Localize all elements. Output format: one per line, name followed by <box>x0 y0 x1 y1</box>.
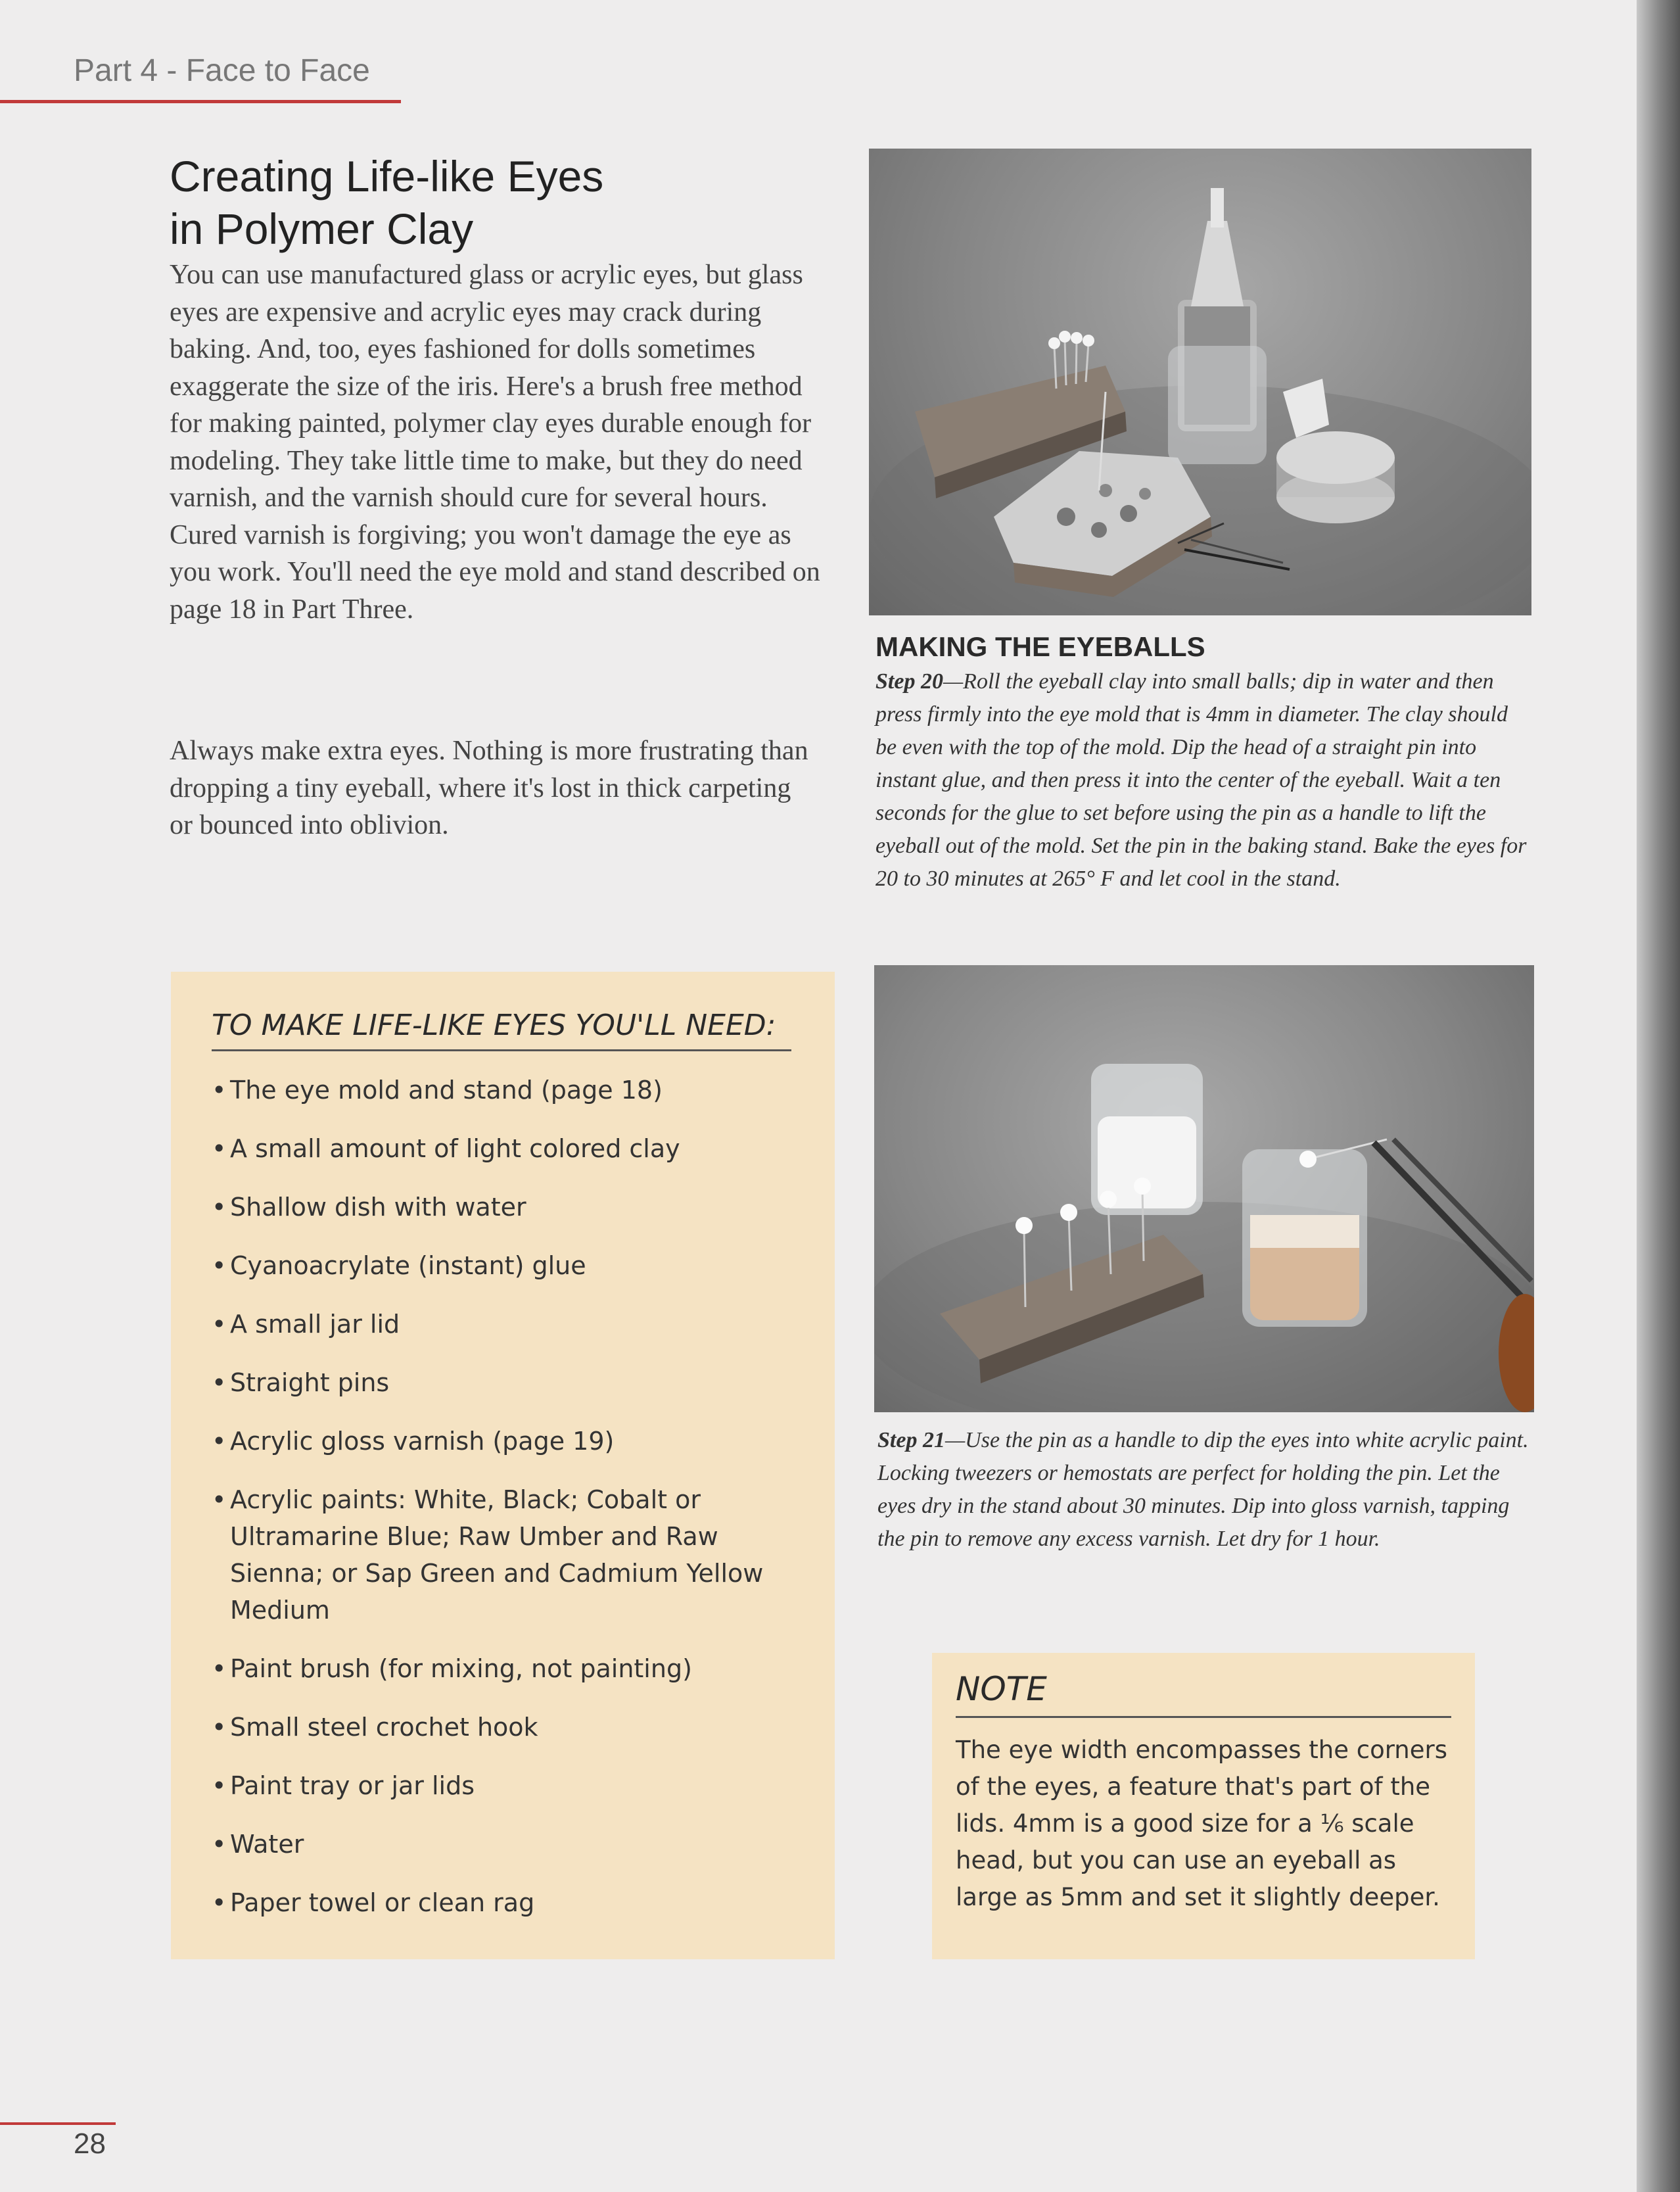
step-20-caption <box>875 665 1529 895</box>
book-spine-shadow <box>1637 0 1680 2192</box>
supplies-heading-rule <box>212 1049 791 1051</box>
folio-rule <box>0 2122 116 2125</box>
note-text: The eye width encompasses the corners of the eyes, a feature that's part of the lids. 4mm is a good size for a ⅙ scale head, but you can use an eyeball as large as 5mm and set it slightly deeper. <box>956 1736 1447 1911</box>
caption-heading: MAKING THE EYEBALLS <box>875 631 1205 662</box>
list-item: • A small jar lid <box>212 1306 803 1343</box>
supplies-list <box>212 1072 803 1943</box>
list-item: • Straight pins <box>212 1364 803 1401</box>
step-20-label: Step 20 <box>875 669 943 694</box>
list-item: • Water <box>212 1826 803 1863</box>
list-item: • Acrylic gloss varnish (page 19) <box>212 1423 803 1460</box>
list-item: • A small amount of light colored clay <box>212 1130 803 1167</box>
list-item: • Acrylic paints: White, Black; Cobalt or Ultramarine Blue; Raw Umber and Raw Sienna; or Sap Green and Cadmium Yellow Medium <box>212 1481 803 1629</box>
running-head: Part 4 - Face to Face <box>74 53 370 88</box>
step-21-label: Step 21 <box>877 1428 945 1452</box>
running-head-rule <box>0 100 401 103</box>
list-item: • Paper towel or clean rag <box>212 1884 803 1921</box>
page-number: 28 <box>74 2128 106 2160</box>
note-box <box>932 1653 1475 1959</box>
step-20-text: —Roll the eyeball clay into small balls; dip in water and then press firmly into the eye mold that is 4mm in diameter. The clay should be even with the top of the mold. Dip the head of a straight pin into instant glue, and then press it into the center of the eyeball. Wait a ten seconds for the glue to set before using the pin as a handle to lift the eyeball out of the mold. Set the pin in the baking stand. Bake the eyes for 20 to 30 minutes at 265° F and let cool in the stand. <box>875 669 1527 891</box>
intro-paragraph-2: Always make extra eyes. Nothing is more frustrating than dropping a tiny eyeball, where it's lost in thick carpeting or bounced into oblivion. <box>170 736 808 840</box>
page-title <box>170 150 827 255</box>
supplies-sidebar <box>171 972 835 1959</box>
note-heading: NOTE <box>956 1670 1047 1708</box>
photo-dipping-eyes <box>874 965 1534 1412</box>
list-item: • Paint brush (for mixing, not painting) <box>212 1650 803 1687</box>
list-item: • Paint tray or jar lids <box>212 1767 803 1804</box>
intro-paragraph-1: You can use manufactured glass or acrylic eyes, but glass eyes are expensive and acrylic eyes may crack during baking. And, too, eyes fashioned for dolls sometimes exaggerate the size of the iris. Here's a brush free method for making painted, polymer clay eyes durable enough for modeling. They take little time to make, but they do need varnish, and the varnish should cure for several hours. Cured varnish is forgiving; you won't damage the eye as you work. You'll need the eye mold and stand described on page 18 in Part Three. <box>170 260 820 625</box>
list-item: • Shallow dish with water <box>212 1189 803 1226</box>
step-21-text: —Use the pin as a handle to dip the eyes into white acrylic paint. Locking tweezers or hemostats are perfect for holding the pin. Let the eyes dry in the stand about 30 minutes. Dip into gloss varnish, tapping the pin to remove any excess varnish. Let dry for 1 hour. <box>877 1428 1529 1551</box>
list-item: • Cyanoacrylate (instant) glue <box>212 1247 803 1284</box>
title-line-1: Creating Life-like Eyes <box>170 152 604 201</box>
list-item: • The eye mold and stand (page 18) <box>212 1072 803 1108</box>
photo-eye-mold-supplies <box>869 149 1531 615</box>
title-line-2: in Polymer Clay <box>170 204 474 253</box>
step-21-caption <box>877 1424 1531 1556</box>
supplies-heading: TO MAKE LIFE-LIKE EYES YOU'LL NEED: <box>212 1009 776 1042</box>
list-item: • Small steel crochet hook <box>212 1709 803 1746</box>
note-heading-rule <box>956 1716 1451 1718</box>
